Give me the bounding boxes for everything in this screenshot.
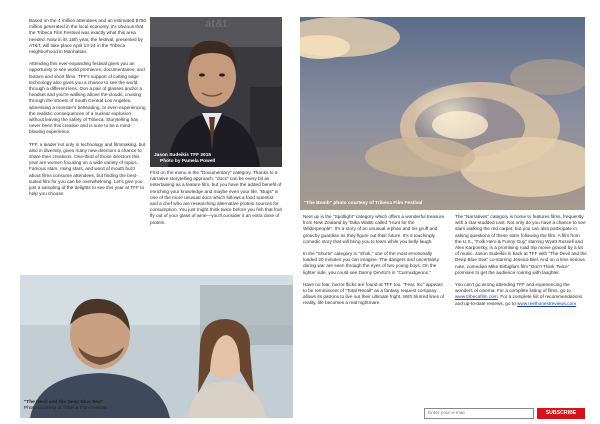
subscribe-button[interactable]: SUBSCRIBE	[537, 408, 585, 419]
article-column-2	[150, 170, 282, 232]
portrait-credit: Photo by Pamela Powell	[160, 159, 216, 164]
portrait-photo	[150, 17, 282, 167]
paragraph-text: You can't go wrong attending TFF and experiencing the wonders of cinema. For a complete listing of films, go to	[455, 282, 571, 294]
paragraph: Next up is the "Spotlight" category which offers a wonderful treasure from New Zealand by Taika Waititi called "Hunt for the Wilderpeople". It's a story of an unusual orphan and his gruff and grouchy guardian as they figure out their future. It's a touchingly comedic story that will bring you to tears while you belly-laugh.	[303, 214, 445, 244]
portrait-illustration	[150, 17, 282, 167]
bomb-caption: "The Bomb" photo courtesy of Tribeca Film Festival	[304, 201, 423, 206]
paragraph: TFF, a leader not only in technology and filmmaking, but also in diversity, gives many new directors a chance to share their creations. One-third of those directors this year are women focusing on a wide variety of topics. Famous stars, rising stars, and word of mouth buzz about films consume attendees, but finding the best-suited film for you can be overwhelming. Let's give you just a sampling of the delights to see this year at TFF to help you choose.	[29, 141, 146, 197]
article-column-4	[455, 214, 587, 313]
bomb-photo	[300, 17, 585, 210]
paragraph	[455, 282, 587, 307]
email-input[interactable]	[424, 408, 534, 419]
paragraph: First on the menu is the "Documentary" category. Thanks to a narrative storytelling approach, "docs" can be every bit as entertaining as a feature film, but you have the added benefit of enriching your knowledge and maybe even your life. "Bugs" is one of the more unusual docs which follows a food scientist and a chef who are researching alternative protein sources for consumption. You just might think twice before you fish that fruit fly out of your glass of wine—you'll consider it an extra dose of protein.	[150, 170, 282, 225]
scene-illustration	[20, 275, 293, 418]
svg-text:at&t: at&t	[205, 18, 227, 30]
paragraph-text: . For a complete list of recommendations and up-to-date reviews, go to	[455, 294, 583, 306]
paragraph: In the "Shorts" category is "Shok," one of the most emotionally loaded 20 minutes you can imagine. The dangers and uncertainty during war are seen through the eyes of two young boys. On the lighter side, you could see Danny DeVito's in "Curmudgeons."	[303, 251, 439, 275]
article-column-3	[303, 214, 445, 313]
devil-caption: "The Devil and the Deep Blue Sea"	[24, 400, 103, 405]
article-column-1	[29, 18, 147, 203]
tribeca-link[interactable]: www.tribecafilm.com	[455, 294, 498, 300]
reelhonest-link[interactable]: www.reelhonestreviews.com	[517, 300, 577, 306]
portrait-caption: Jason Sudeikis TFF 2015	[154, 153, 212, 158]
paragraph: Based on the 4 million attendees and an estimated $750 million generated in the local economy, it's obvious that the Tribeca Film Festival was exactly what this area needed. Now in its 15th year, the festival, presented by AT&T, will take place April 13-24 in the Tribeca neighborhood in Manhattan.	[29, 18, 147, 55]
cloud-illustration	[300, 17, 585, 210]
paragraph: Attending this ever-expanding festival gives you an opportunity to see world premieres, documentaries, and feature and short films. TFF's support of cutting edge technology also gives you a chance to see the world through a different lens. Don a pair of glasses and/or a headset and you're walking above the clouds, cruising through the streets of South Central Los Angeles, witnessing a monster's beheading, or even experiencing the realistic consequences of a nuclear explosion without leaving the safety of Tribeca. Storytelling has never been this creative and is sure to be a mind-blowing experience.	[29, 61, 146, 135]
paragraph: Have no fear, horror flicks are found at TFF too. "Fear, Inc" appears to be reminiscent of "Total Recall" as a fantasy request company allows its patrons to live out their ultimate fright. With blurred lines of reality, life becomes a real nightmare.	[303, 281, 445, 306]
paragraph: The "Narratives" category is home to features films, frequently with a star-studded cast. Not only do you have a chance to see stars walking the red carpet, but you can also participate in asking questions of these stars following the film. A film from the U.S., "Folk Hero & Funny Guy" starring Wyatt Russell and Alex Karpovsky, is a promising road trip movie graced by a lot of music. Jason Sudeikis is back at TFF with "The Devil and the Deep Blue Sea" co-starring Jessica Biel. And on a less serious note, comedian Mike Birbiglia's film "Don't Think Twice" promises to get the audience roaring with laughter.	[455, 214, 587, 275]
devil-photo	[20, 275, 293, 418]
devil-credit: Photo courtesy of Tribeca Film Festival	[24, 406, 107, 411]
